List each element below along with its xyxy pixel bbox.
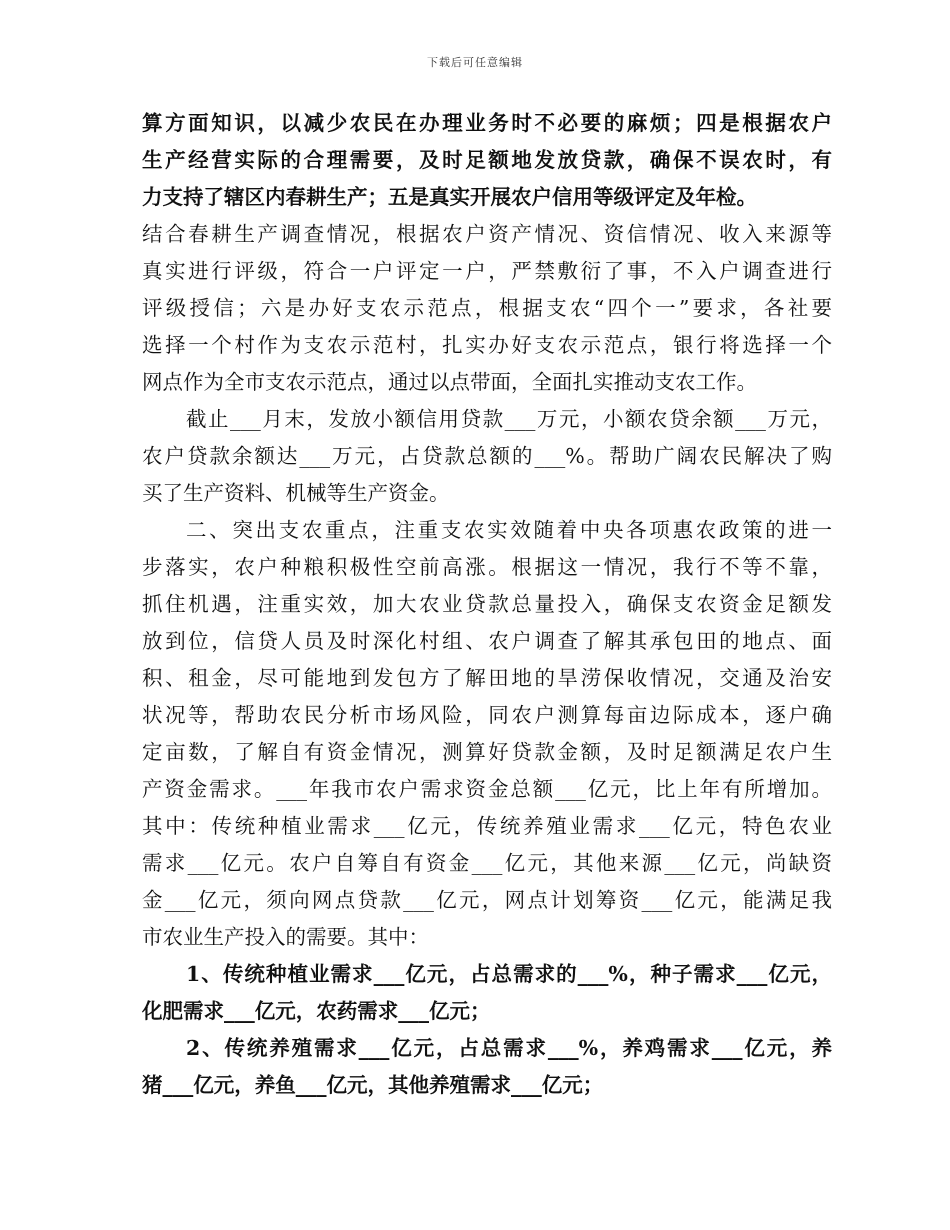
paragraph — [142, 216, 832, 401]
paragraph — [142, 512, 832, 956]
text-line: 1、传统种植业需求___亿元，占总需求的___%，种子需求___亿元， — [186, 962, 832, 986]
text-line: 需求___亿元。农户自筹自有资金___亿元，其他来源___亿元，尚缺资 — [142, 851, 832, 875]
text-line: 放到位，信贷人员及时深化村组、农户调查了解其承包田的地点、面 — [142, 629, 832, 653]
text-line: 算方面知识，以减少农民在办理业务时不必要的麻烦；四是根据农户 — [142, 111, 832, 135]
text-line: 截止___月末，发放小额信用贷款___万元，小额农贷余额___万元， — [186, 407, 832, 431]
page-header: 下载后可任意编辑 — [427, 56, 523, 69]
paragraph — [142, 956, 832, 1030]
text-line: 结合春耕生产调查情况，根据农户资产情况、资信情况、收入来源等 — [142, 222, 832, 246]
text-line: 力支持了辖区内春耕生产；五是真实开展农户信用等级评定及年检。 — [142, 185, 757, 209]
text-line: 金___亿元，须向网点贷款___亿元，网点计划筹资___亿元，能满足我 — [142, 888, 832, 912]
document-body — [142, 105, 832, 1104]
text-line: 产资金需求。___年我市农户需求资金总额___亿元，比上年有所增加。 — [142, 777, 832, 801]
text-line: 定亩数，了解自有资金情况，测算好贷款金额，及时足额满足农户生 — [142, 740, 832, 764]
text-line: 化肥需求___亿元，农药需求___亿元； — [142, 999, 491, 1023]
text-line: 2、传统养殖需求___亿元，占总需求___%，养鸡需求___亿元，养 — [186, 1036, 832, 1060]
text-line: 市农业生产投入的需要。其中： — [142, 925, 429, 949]
text-line: 生产经营实际的合理需要，及时足额地发放贷款，确保不误农时，有 — [142, 148, 832, 172]
paragraph — [142, 1030, 832, 1104]
text-line: 买了生产资料、机械等生产资金。 — [142, 481, 450, 505]
paragraph — [142, 401, 832, 512]
text-line: 状况等，帮助农民分析市场风险，同农户测算每亩边际成本，逐户确 — [142, 703, 832, 727]
text-line: 步落实，农户种粮积极性空前高涨。根据这一情况，我行不等不靠， — [142, 555, 832, 579]
text-line: 评级授信；六是办好支农示范点，根据支农“四个一”要求，各社要 — [142, 296, 832, 320]
paragraph — [142, 105, 832, 216]
text-line: 二、突出支农重点，注重支农实效随着中央各项惠农政策的进一 — [186, 518, 832, 542]
text-line: 网点作为全市支农示范点，通过以点带面，全面扎实推动支农工作。 — [142, 370, 757, 394]
text-line: 选择一个村作为支农示范村，扎实办好支农示范点，银行将选择一个 — [142, 333, 832, 357]
text-line: 真实进行评级，符合一户评定一户，严禁敷衍了事，不入户调查进行 — [142, 259, 832, 283]
text-line: 积、租金，尽可能地到发包方了解田地的旱涝保收情况，交通及治安 — [142, 666, 832, 690]
text-line: 其中：传统种植业需求___亿元，传统养殖业需求___亿元，特色农业 — [142, 814, 832, 838]
text-line: 农户贷款余额达___万元，占贷款总额的___%。帮助广阔农民解决了购 — [142, 444, 832, 468]
text-line: 猪___亿元，养鱼___亿元，其他养殖需求___亿元； — [142, 1073, 604, 1097]
text-line: 抓住机遇，注重实效，加大农业贷款总量投入，确保支农资金足额发 — [142, 592, 832, 616]
